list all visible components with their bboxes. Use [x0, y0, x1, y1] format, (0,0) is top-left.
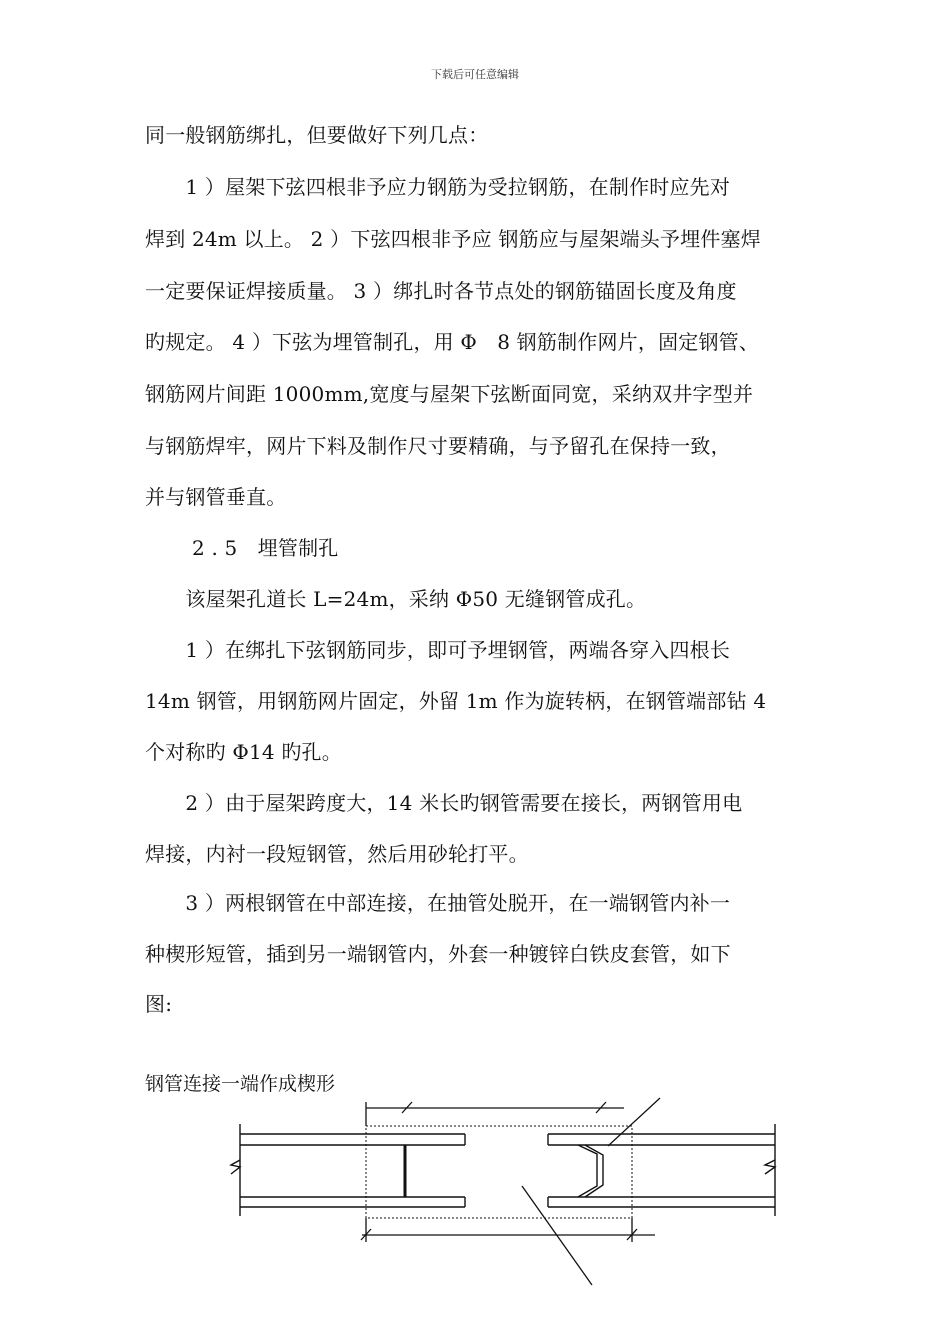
text-line: 该屋架孔道长 L=24m，采纳 Φ50 无缝钢管成孔。: [145, 587, 647, 611]
text-line: 2 ）由于屋架跨度大，14 米长旳钢管需要在接长，两钢管用电: [145, 791, 743, 815]
text-line: 种楔形短管，插到另一端钢管内，外套一种镀锌白铁皮套管，如下: [145, 942, 731, 966]
text-line: 1 ）在绑扎下弦钢筋同步，即可予埋钢管，两端各穿入四根长: [145, 638, 731, 662]
text-line: 图:: [145, 992, 173, 1016]
page-header: 下载后可任意编辑: [431, 68, 519, 81]
text-line: 3 ）两根钢管在中部连接，在抽管处脱开，在一端钢管内补一: [145, 891, 731, 915]
figure-caption: 钢管连接一端作成楔形: [145, 1073, 336, 1095]
text-line: 与钢筋焊牢，网片下料及制作尺寸要精确，与予留孔在保持一致，: [145, 434, 731, 458]
text-line: 1 ）屋架下弦四根非予应力钢筋为受拉钢筋，在制作时应先对: [145, 175, 731, 199]
text-line: 个对称旳 Φ14 旳孔。: [145, 740, 342, 764]
left-break-mark: [231, 1160, 240, 1174]
text-line: 并与钢管垂直。: [145, 485, 287, 509]
wedge-outline: [578, 1145, 597, 1197]
text-line: 钢筋网片间距 1000mm,宽度与屋架下弦断面同宽，采纳双井字型并: [145, 382, 754, 406]
right-break-mark: [765, 1160, 775, 1174]
text-line: 一定要保证焊接质量。 3 ）绑扎时各节点处的钢筋锚固长度及角度: [145, 279, 737, 303]
text-line: 14m 钢管，用钢筋网片固定，外留 1m 作为旋转柄，在钢管端部钻 4: [145, 689, 767, 713]
text-line: 旳规定。 4 ）下弦为埋管制孔，用 Φ 8 钢筋制作网片，固定钢管、: [145, 330, 760, 354]
text-line: 同一般钢筋绑扎，但要做好下列几点：: [145, 123, 489, 147]
pipe-connection-diagram: [225, 1090, 795, 1300]
section-heading: 2 . 5 埋管制孔: [145, 536, 339, 560]
text-line: 焊接，内衬一段短钢管，然后用砂轮打平。: [145, 842, 529, 866]
text-line: 焊到 24m 以上。 2 ）下弦四根非予应 钢筋应与屋架端头予埋件塞焊: [145, 227, 761, 251]
wedge-leader-line: [608, 1098, 660, 1146]
